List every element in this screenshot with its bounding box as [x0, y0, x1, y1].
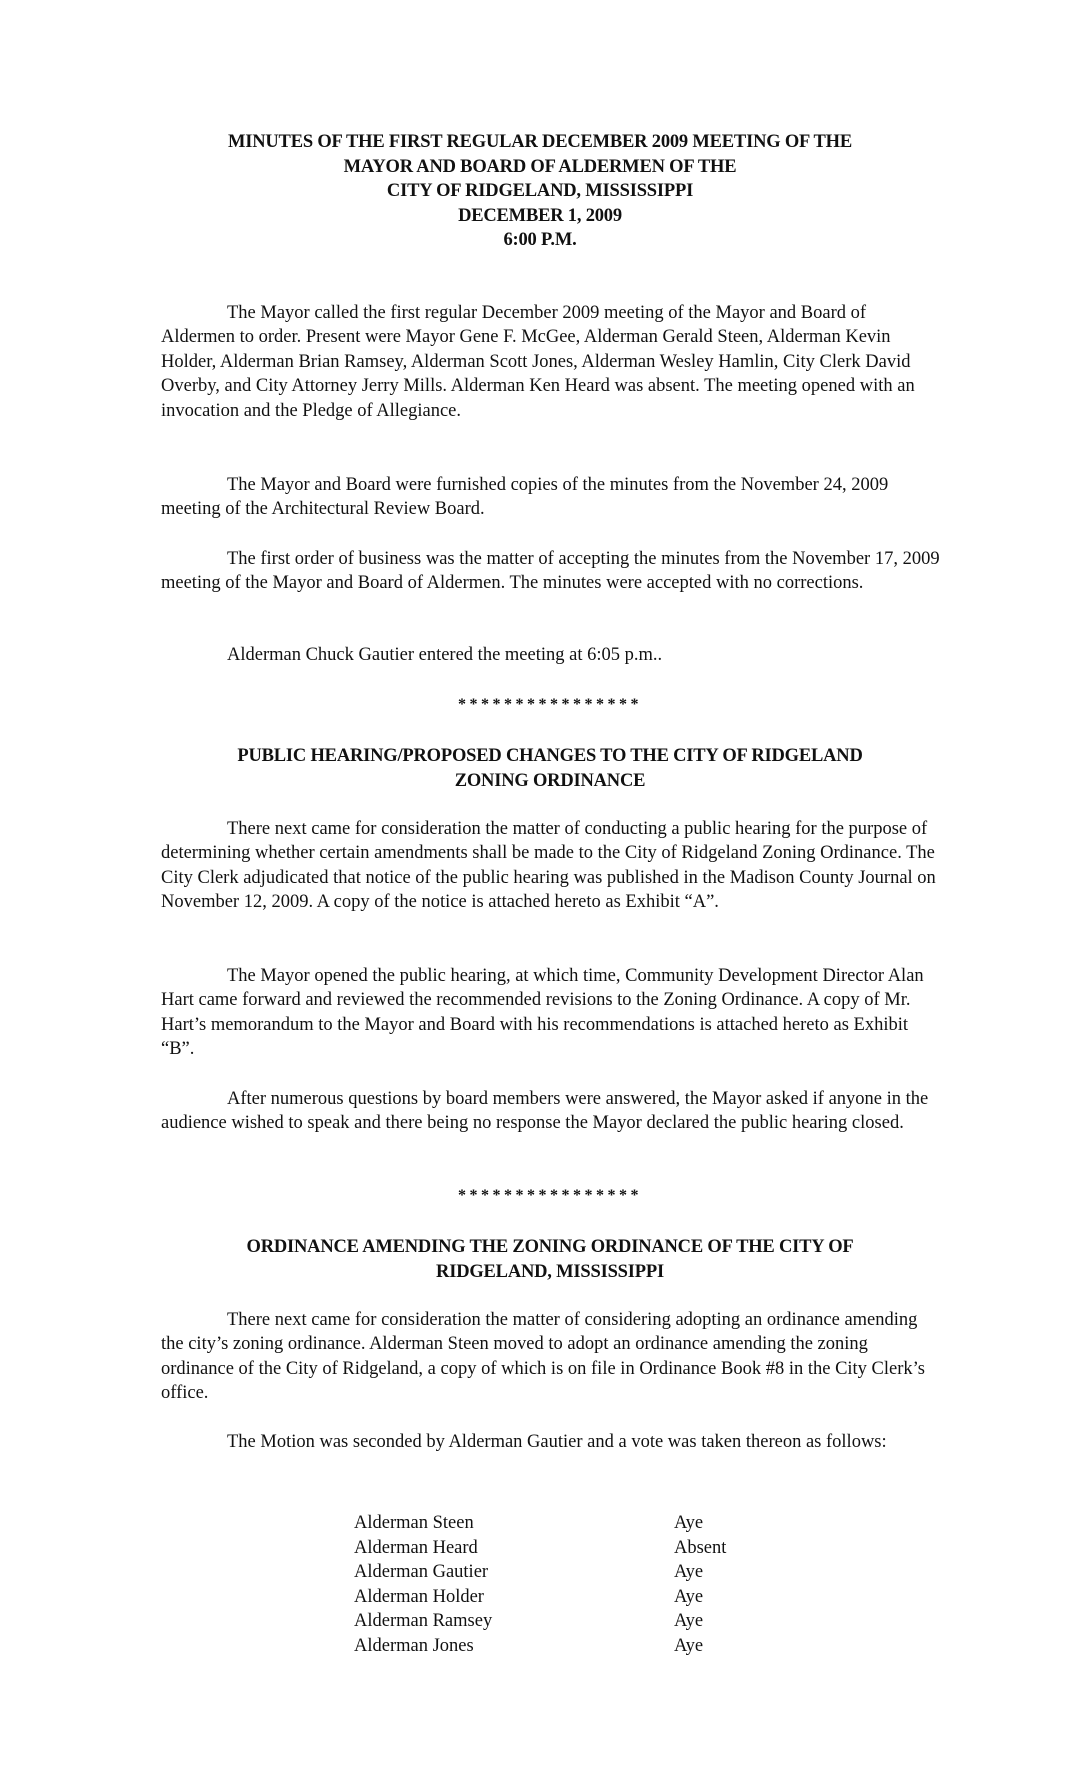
section-separator: ****************: [458, 696, 642, 713]
vote-row: [354, 1538, 774, 1563]
first-order-paragraph: The first order of business was the matter of accepting the minutes from the November 17, 2009 meeting of the Mayor and Board of Aldermen. The minutes were accepted with no corrections.: [161, 549, 940, 594]
vote-table: [354, 1513, 774, 1661]
heading-line: ORDINANCE AMENDING THE ZONING ORDINANCE OF THE CITY OF: [246, 1237, 854, 1257]
hearing-intro-paragraph: There next came for consideration the matter of conducting a public hearing for the purpose of determining whether certain amendments shall be made to the City of Ridgeland Zoning Ordinance. The City Clerk adjudicated that notice of the public hearing was published in the Madison County Journal on November 12, 2009. A copy of the notice is attached hereto as Exhibit “A”.: [161, 819, 936, 913]
vote-value: Aye: [674, 1562, 704, 1583]
section-separator: ****************: [458, 1187, 642, 1204]
opening-paragraph: The Mayor called the first regular December 2009 meeting of the Mayor and Board of Aldermen to order. Present were Mayor Gene F. McGee, Alderman Gerald Steen, Alderman Kevin Holder, Alderman Brian Ramsey, Alderman Scott Jones, Alderman Wesley Hamlin, City Clerk David Overby, and City Attorney Jerry Mills. Alderman Ken Heard was absent. The meeting opened with an invocation and the Pledge of Allegiance.: [161, 303, 915, 421]
vote-row: [354, 1611, 774, 1636]
heading-line: RIDGELAND, MISSISSIPPI: [436, 1261, 664, 1282]
vote-value: Absent: [674, 1537, 727, 1558]
vote-name: Alderman Heard: [354, 1537, 478, 1558]
title-line: MINUTES OF THE FIRST REGULAR DECEMBER 2009 MEETING OF THE: [227, 132, 853, 152]
title-line: DECEMBER 1, 2009: [458, 205, 622, 226]
vote-name: Alderman Jones: [354, 1635, 474, 1656]
vote-row: [354, 1587, 774, 1612]
title-line: MAYOR AND BOARD OF ALDERMEN OF THE: [343, 156, 737, 177]
document-title: [140, 130, 940, 253]
vote-value: Aye: [674, 1586, 704, 1607]
vote-row: [354, 1562, 774, 1587]
vote-value: Aye: [674, 1513, 704, 1533]
motion-seconded-paragraph: The Motion was seconded by Alderman Gautier and a vote was taken thereon as follows:: [227, 1432, 887, 1452]
hearing-opened-paragraph: The Mayor opened the public hearing, at which time, Community Development Director Alan Hart came forward and reviewed the recommended revisions to the Zoning Ordinance. A copy of Mr. Hart’s memorandum to the Mayor and Board with his recommendations is attached hereto as Exhibit “B”.: [161, 966, 924, 1060]
hearing-closed-paragraph: After numerous questions by board members were answered, the Mayor asked if anyone in the audience wished to speak and there being no response the Mayor declared the public hearing closed.: [161, 1089, 929, 1134]
vote-row: [354, 1513, 774, 1538]
vote-value: Aye: [674, 1635, 704, 1656]
gautier-entered-line: Alderman Chuck Gautier entered the meeting at 6:05 p.m..: [227, 645, 663, 665]
ordinance-intro-paragraph: There next came for consideration the matter of considering adopting an ordinance amending the city’s zoning ordinance. Alderman Steen moved to adopt an ordinance amending the zoning ordinance of the City of Ridgeland, a copy of which is on file in Ordinance Book #8 in the City Clerk’s office.: [161, 1310, 926, 1404]
vote-row: [354, 1636, 774, 1661]
vote-name: Alderman Holder: [354, 1586, 484, 1607]
vote-name: Alderman Steen: [354, 1513, 474, 1533]
vote-value: Aye: [674, 1611, 704, 1632]
minutes-furnished-paragraph: The Mayor and Board were furnished copies of the minutes from the November 24, 2009 meeting of the Architectural Review Board.: [161, 475, 889, 520]
ordinance-heading: [150, 1235, 950, 1284]
public-hearing-heading: [150, 744, 950, 793]
vote-name: Alderman Ramsey: [354, 1611, 493, 1632]
vote-name: Alderman Gautier: [354, 1562, 489, 1583]
title-line: 6:00 P.M.: [503, 230, 577, 250]
heading-line: ZONING ORDINANCE: [454, 770, 646, 791]
heading-line: PUBLIC HEARING/PROPOSED CHANGES TO THE CITY OF RIDGELAND: [237, 746, 863, 766]
title-line: CITY OF RIDGELAND, MISSISSIPPI: [386, 181, 694, 201]
